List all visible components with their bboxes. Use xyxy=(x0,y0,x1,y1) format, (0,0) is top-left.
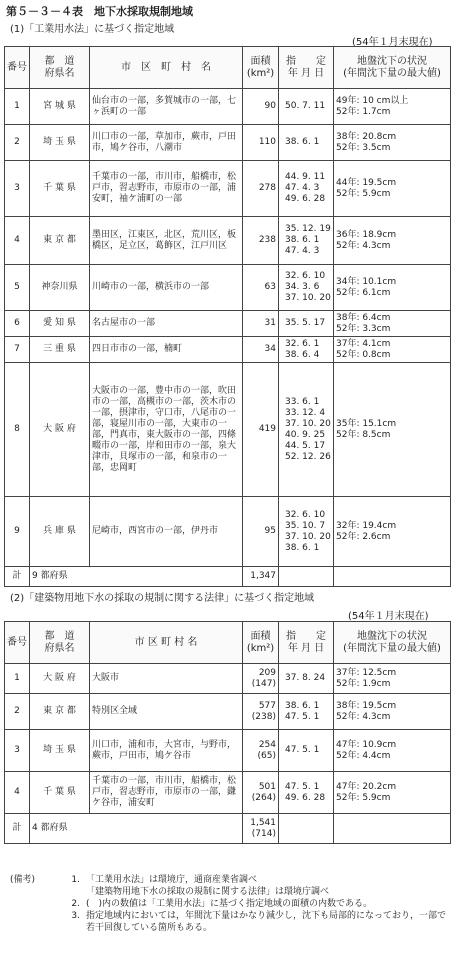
area-value: 501 (264) xyxy=(243,772,279,814)
subsidence-status: 38年: 20.8cm 52年: 3.5cm xyxy=(334,125,451,161)
col-header-designated: 指 定 年 月 日 xyxy=(279,47,334,89)
row-number: 1 xyxy=(5,664,30,694)
area-value: 238 xyxy=(243,217,279,265)
prefecture-name: 三 重 県 xyxy=(30,337,90,363)
row-number: 6 xyxy=(5,311,30,337)
prefecture-name: 東 京 都 xyxy=(30,217,90,265)
col-header-towns: 市 区 町 村 名 xyxy=(90,47,243,89)
area-value: 95 xyxy=(243,497,279,567)
notes xyxy=(10,874,450,934)
col-header-no: 番号 xyxy=(5,47,30,89)
municipalities: 大阪市の一部，豊中市の一部，吹田市の一部，高槻市の一部，茨木市の一部，摂津市，守口市，八尾市の一部，寝屋川市の一部，大東市の一部，門真市，東大阪市の一部，四條畷市の一部，岸和田市の一部，泉大津市，貝塚市の一部，和泉市の一部，忠岡町 xyxy=(90,363,243,497)
prefecture-name: 愛 知 県 xyxy=(30,311,90,337)
table-row xyxy=(5,89,451,125)
row-number: 2 xyxy=(5,125,30,161)
table-row xyxy=(5,265,451,311)
subsidence-status: 36年: 18.9cm 52年: 4.3cm xyxy=(334,217,451,265)
subsidence-status: 44年: 19.5cm 52年: 5.9cm xyxy=(334,161,451,217)
designation-dates: 33. 6. 1 33. 12. 4 37. 10. 20 40. 9. 25 44. 5. 17 52. 12. 26 xyxy=(279,363,334,497)
table-header-row xyxy=(5,622,451,664)
area-value: 278 xyxy=(243,161,279,217)
area-value: 31 xyxy=(243,311,279,337)
prefecture-name: 大 阪 府 xyxy=(30,363,90,497)
total-row xyxy=(5,567,451,587)
empty-cell xyxy=(279,567,334,587)
row-number: 2 xyxy=(5,694,30,730)
section1-as-of: (54年１月末現在) xyxy=(352,37,433,48)
prefecture-name: 神奈川県 xyxy=(30,265,90,311)
municipalities: 川崎市の一部，横浜市の一部 xyxy=(90,265,243,311)
col-header-area: 面積 (km²) xyxy=(243,47,279,89)
designation-dates: 47. 5. 1 49. 6. 28 xyxy=(279,772,334,814)
subsidence-status: 49年: 10 cm以上 52年: 1.7cm xyxy=(334,89,451,125)
subsidence-status: 47年: 20.2cm 52年: 5.9cm xyxy=(334,772,451,814)
total-area: 1,541 (714) xyxy=(243,814,279,844)
table-row xyxy=(5,363,451,497)
prefecture-name: 兵 庫 県 xyxy=(30,497,90,567)
prefecture-name: 埼 玉 県 xyxy=(30,730,90,772)
designation-dates: 44. 9. 11 47. 4. 3 49. 6. 28 xyxy=(279,161,334,217)
subsidence-status: 37年: 4.1cm 52年: 0.8cm xyxy=(334,337,451,363)
col-header-pref: 都 道 府県名 xyxy=(30,622,90,664)
municipalities: 仙台市の一部，多賀城市の一部，七ヶ浜町の一部 xyxy=(90,89,243,125)
subsidence-status: 32年: 19.4cm 52年: 2.6cm xyxy=(334,497,451,567)
subsidence-status: 47年: 10.9cm 52年: 4.4cm xyxy=(334,730,451,772)
empty-cell xyxy=(334,567,451,587)
table-row xyxy=(5,497,451,567)
prefecture-name: 東 京 都 xyxy=(30,694,90,730)
municipalities: 川口市の一部，草加市，蕨市，戸田市，鳩ケ谷市，八潮市 xyxy=(90,125,243,161)
municipalities: 千葉市の一部，市川市，船橋市，松戸市，習志野市，市原市の一部，鎌ケ谷市，浦安町 xyxy=(90,772,243,814)
section1-caption: (1)「工業用水法」に基づく指定地域 xyxy=(10,24,175,35)
subsidence-status: 38年: 19.5cm 52年: 4.3cm xyxy=(334,694,451,730)
prefecture-name: 大 阪 府 xyxy=(30,664,90,694)
note-item xyxy=(10,910,450,934)
designation-dates: 37. 8. 24 xyxy=(279,664,334,694)
total-area: 1,347 xyxy=(243,567,279,587)
note-text: ( )内の数値は「工業用水法」に基づく指定地域の面積の内数である。 xyxy=(86,899,373,909)
total-label: 計 xyxy=(5,814,30,844)
designation-dates: 38. 6. 1 47. 5. 1 xyxy=(279,694,334,730)
prefecture-name: 宮 城 県 xyxy=(30,89,90,125)
table-row xyxy=(5,664,451,694)
col-header-no: 番号 xyxy=(5,622,30,664)
designation-dates: 35. 5. 17 xyxy=(279,311,334,337)
designation-dates: 32. 6. 10 34. 3. 6 37. 10. 20 xyxy=(279,265,334,311)
table-row xyxy=(5,730,451,772)
total-row xyxy=(5,814,451,844)
note-number: 2. xyxy=(71,899,80,909)
designation-dates: 32. 6. 10 35. 10. 7 37. 10. 20 38. 6. 1 xyxy=(279,497,334,567)
row-number: 4 xyxy=(5,772,30,814)
area-value: 34 xyxy=(243,337,279,363)
area-value: 90 xyxy=(243,89,279,125)
total-label: 計 xyxy=(5,567,30,587)
note-item xyxy=(10,898,450,910)
building-water-table xyxy=(4,621,451,844)
total-count: 9 都府県 xyxy=(30,567,243,587)
municipalities: 千葉市の一部，市川市，船橋市，松戸市，習志野市，市原市の一部，浦安町，袖ケ浦町の一部 xyxy=(90,161,243,217)
row-number: 4 xyxy=(5,217,30,265)
prefecture-name: 千 葉 県 xyxy=(30,161,90,217)
row-number: 1 xyxy=(5,89,30,125)
section2-caption: (2)「建築物用地下水の採取の規制に関する法律」に基づく指定地域 xyxy=(10,593,315,604)
table-row xyxy=(5,217,451,265)
municipalities: 名古屋市の一部 xyxy=(90,311,243,337)
municipalities: 特別区全域 xyxy=(90,694,243,730)
subsidence-status: 35年: 15.1cm 52年: 8.5cm xyxy=(334,363,451,497)
prefecture-name: 千 葉 県 xyxy=(30,772,90,814)
subsidence-status: 38年: 6.4cm 52年: 3.3cm xyxy=(334,311,451,337)
notes-label xyxy=(10,910,58,934)
row-number: 8 xyxy=(5,363,30,497)
table-row xyxy=(5,311,451,337)
industrial-water-table xyxy=(4,46,451,587)
empty-cell xyxy=(334,814,451,844)
note-text: 「工業用水法」は環境庁，通商産業省調べ 「建築物用地下水の採取の規制に関する法律」は環境庁調べ xyxy=(86,875,330,897)
note-text: 指定地域内においては，年間沈下量はかなり減少し，沈下も局部的になっており，一部で若干回復している箇所もある。 xyxy=(86,911,447,933)
designation-dates: 38. 6. 1 xyxy=(279,125,334,161)
prefecture-name: 埼 玉 県 xyxy=(30,125,90,161)
note-item xyxy=(10,874,450,898)
note-number: 1. xyxy=(71,875,80,885)
area-value: 419 xyxy=(243,363,279,497)
table-row xyxy=(5,337,451,363)
table-row xyxy=(5,772,451,814)
empty-cell xyxy=(279,814,334,844)
municipalities: 尼崎市，西宮市の一部，伊丹市 xyxy=(90,497,243,567)
col-header-pref: 都 道 府県名 xyxy=(30,47,90,89)
section2-as-of: (54年１月末現在) xyxy=(348,611,429,622)
designation-dates: 35. 12. 19 38. 6. 1 47. 4. 3 xyxy=(279,217,334,265)
page-title: 第５－３－４表 地下水採取規制地域 xyxy=(6,5,193,18)
row-number: 9 xyxy=(5,497,30,567)
row-number: 5 xyxy=(5,265,30,311)
table-row xyxy=(5,694,451,730)
designation-dates: 47. 5. 1 xyxy=(279,730,334,772)
area-value: 577 (238) xyxy=(243,694,279,730)
total-count: 4 都府県 xyxy=(30,814,243,844)
municipalities: 墨田区，江東区，北区，荒川区，板橋区，足立区，葛飾区，江戸川区 xyxy=(90,217,243,265)
subsidence-status: 37年: 12.5cm 52年: 1.9cm xyxy=(334,664,451,694)
designation-dates: 32. 6. 1 38. 6. 4 xyxy=(279,337,334,363)
municipalities: 大阪市 xyxy=(90,664,243,694)
municipalities: 四日市市の一部，楠町 xyxy=(90,337,243,363)
row-number: 3 xyxy=(5,730,30,772)
area-value: 209 (147) xyxy=(243,664,279,694)
area-value: 254 (65) xyxy=(243,730,279,772)
area-value: 110 xyxy=(243,125,279,161)
col-header-area: 面積 (km²) xyxy=(243,622,279,664)
row-number: 7 xyxy=(5,337,30,363)
table-header-row xyxy=(5,47,451,89)
area-value: 63 xyxy=(243,265,279,311)
col-header-subsidence: 地盤沈下の状況 (年間沈下量の最大値) xyxy=(334,47,451,89)
designation-dates: 50. 7. 11 xyxy=(279,89,334,125)
col-header-designated: 指 定 年 月 日 xyxy=(279,622,334,664)
subsidence-status: 34年: 10.1cm 52年: 6.1cm xyxy=(334,265,451,311)
note-number: 3. xyxy=(71,911,80,921)
col-header-towns: 市 区 町 村 名 xyxy=(90,622,243,664)
table-row xyxy=(5,161,451,217)
table-row xyxy=(5,125,451,161)
row-number: 3 xyxy=(5,161,30,217)
municipalities: 川口市，浦和市，大宮市，与野市，蕨市，戸田市，鳩ケ谷市 xyxy=(90,730,243,772)
col-header-subsidence: 地盤沈下の状況 (年間沈下量の最大値) xyxy=(334,622,451,664)
notes-label xyxy=(10,898,58,910)
notes-label: (備考) xyxy=(10,875,36,885)
